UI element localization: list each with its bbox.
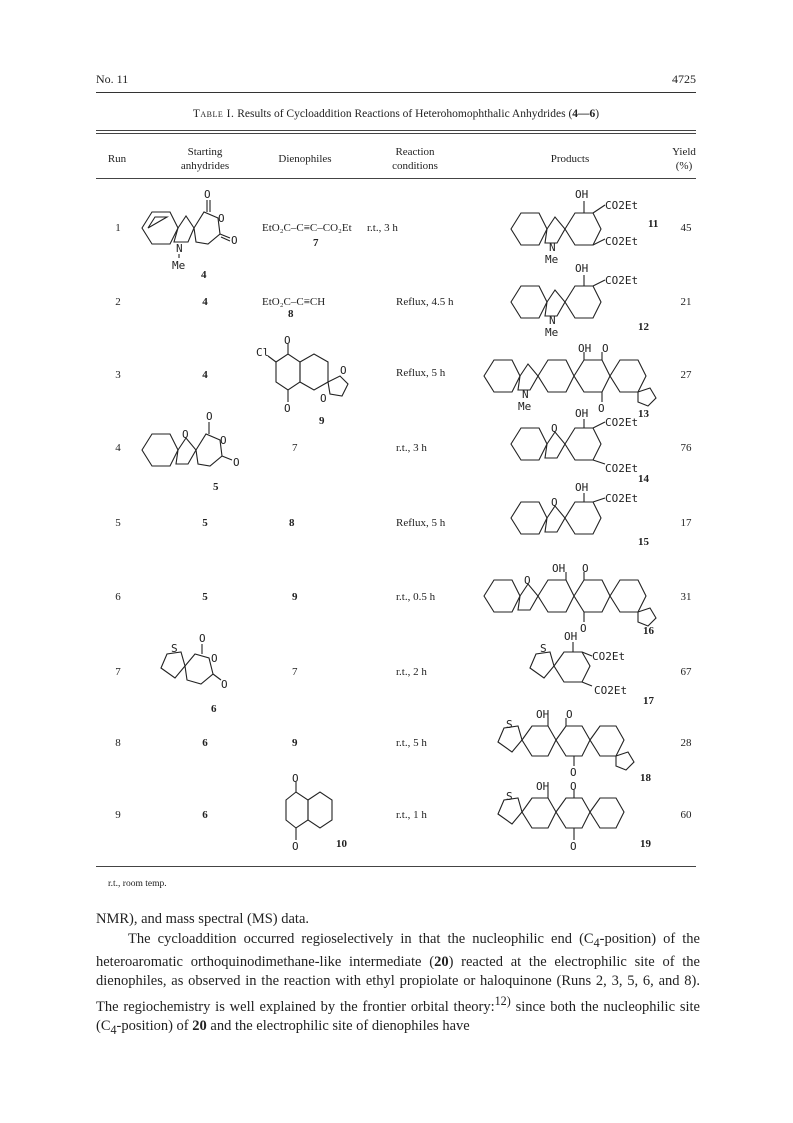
row2-yield: 21	[680, 296, 692, 308]
label-n: N	[176, 242, 183, 255]
caption-text: Results of Cycloaddition Reactions of Heterohomophthalic Anhydrides (	[237, 108, 573, 120]
label-oh: OH	[575, 188, 589, 201]
structure-anhydride-6	[155, 632, 245, 704]
label-n: N	[549, 314, 556, 327]
label-o: O	[221, 678, 228, 691]
p2-part-a: The cycloaddition occurred regioselectively in that the nucleophilic end (C	[128, 930, 594, 947]
p2-part-c: ) reacted at the electrophilic site of the dienophiles, as observed in the reaction with ethyl propiolate or haloquinone (Runs 2, 3, 5, 6, and 8). The regiochemistry is well explained by the frontier orbital theory:	[96, 953, 700, 1015]
structure-product-16	[478, 562, 668, 634]
row5-product: 15	[638, 536, 649, 548]
structure-product-11	[505, 187, 665, 267]
label-co2et: CO2Et	[605, 199, 639, 212]
row8-product: 18	[640, 772, 651, 784]
label-co2et: CO2Et	[605, 416, 639, 429]
paragraph-1: NMR), and mass spectral (MS) data.	[96, 911, 310, 927]
journal-number: No. 11	[96, 72, 129, 86]
caption-label: Table I.	[192, 108, 235, 120]
label-o: O	[218, 212, 225, 225]
row5-run: 5	[115, 517, 121, 529]
row3-conditions: Reflux, 5 h	[396, 367, 446, 379]
row6-product: 16	[643, 625, 654, 637]
label-co2et: CO2Et	[605, 492, 639, 505]
label-o: O	[340, 364, 347, 377]
label-s: S	[506, 790, 513, 803]
p2-part-d: since both the nucleophilic site (C	[96, 998, 700, 1035]
row2-run: 2	[115, 296, 121, 308]
p2-ref: 12)	[494, 993, 511, 1008]
p2-compound-20b: 20	[192, 1018, 207, 1035]
row1-yield: 45	[680, 222, 692, 234]
caption-range: 4—6	[572, 108, 596, 120]
row1-product: 11	[648, 218, 659, 230]
header-bottom-rule	[96, 178, 696, 179]
row1-anhydride: 4	[201, 269, 207, 281]
row5-anhydride: 5	[202, 517, 208, 529]
label-o: O	[206, 410, 213, 423]
structure-product-18	[494, 708, 644, 780]
label-o: O	[220, 434, 227, 447]
row2-conditions: Reflux, 4.5 h	[396, 296, 454, 308]
row2-dienophile-num: 8	[288, 308, 294, 320]
row9-run: 9	[115, 809, 121, 821]
p2-part-b: -position) of the heteroaromatic orthoquinodimethane-like intermediate (	[96, 930, 700, 970]
label-oh: OH	[564, 630, 578, 643]
label-o: O	[284, 402, 291, 415]
row9-yield: 60	[680, 809, 692, 821]
label-o: O	[524, 574, 531, 587]
label-o: O	[551, 422, 558, 435]
label-o: O	[598, 402, 605, 415]
col-starting-1: Starting	[187, 146, 223, 158]
table-top-rule-2	[96, 133, 696, 134]
caption-end: )	[595, 108, 600, 120]
row8-anhydride: 6	[202, 737, 208, 749]
row8-run: 8	[115, 737, 121, 749]
row7-run: 7	[115, 666, 121, 678]
p2-compound-20: 20	[434, 953, 449, 970]
structure-product-13	[478, 342, 668, 414]
row6-anhydride: 5	[202, 591, 208, 603]
row7-product: 17	[643, 695, 654, 707]
label-me: Me	[518, 400, 532, 413]
label-oh: OH	[575, 262, 589, 275]
row9-dienophile-num: 10	[336, 838, 347, 850]
label-cl: Cl	[256, 346, 270, 359]
label-o: O	[233, 456, 240, 469]
structure-product-15	[505, 481, 665, 538]
label-o: O	[602, 342, 609, 355]
col-yield	[664, 145, 704, 173]
row8-yield: 28	[680, 737, 692, 749]
label-s: S	[506, 718, 513, 731]
label-n: N	[549, 241, 556, 254]
label-o: O	[582, 562, 589, 575]
label-s: S	[171, 642, 178, 655]
row2-anhydride: 4	[202, 296, 208, 308]
structure-product-19	[494, 778, 644, 854]
col-reaction	[375, 145, 455, 173]
label-me: Me	[545, 253, 559, 266]
label-o: O	[570, 840, 577, 853]
label-co2et: CO2Et	[605, 462, 639, 475]
row4-conditions: r.t., 3 h	[396, 442, 427, 454]
structure-product-14	[505, 407, 665, 475]
col-yield-1: Yield	[672, 146, 696, 158]
row5-yield: 17	[680, 517, 692, 529]
col-reaction-2: conditions	[392, 160, 438, 172]
label-o: O	[570, 766, 577, 779]
label-o: O	[284, 334, 291, 347]
label-co2et: CO2Et	[605, 274, 639, 287]
col-starting-2: anhydrides	[180, 160, 230, 172]
row8-conditions: r.t., 5 h	[396, 737, 427, 749]
label-o: O	[182, 428, 189, 441]
label-oh: OH	[536, 708, 550, 721]
label-o: O	[580, 622, 587, 635]
label-me: Me	[172, 259, 186, 272]
label-o: O	[566, 708, 573, 721]
row3-yield: 27	[680, 369, 692, 381]
label-o: O	[570, 780, 577, 793]
label-co2et: CO2Et	[594, 684, 628, 697]
p2-sub2: 4	[110, 1023, 117, 1038]
label-o: O	[292, 772, 299, 785]
col-reaction-1: Reaction	[395, 146, 435, 158]
row3-run: 3	[115, 369, 121, 381]
table-top-rule	[96, 130, 696, 131]
structure-dienophile-9	[256, 334, 358, 416]
row9-conditions: r.t., 1 h	[396, 809, 427, 821]
label-o: O	[292, 840, 299, 853]
label-oh: OH	[578, 342, 592, 355]
p2-part-f: and the electrophilic site of dienophiles have	[206, 1018, 470, 1035]
table-bottom-rule	[96, 866, 696, 867]
row6-dienophile: 9	[292, 591, 298, 603]
col-starting	[160, 145, 250, 173]
col-run: Run	[107, 153, 127, 165]
label-co2et: CO2Et	[592, 650, 626, 663]
label-oh: OH	[552, 562, 566, 575]
label-oh: OH	[575, 481, 589, 494]
col-yield-2: (%)	[675, 160, 693, 172]
header-rule	[96, 92, 696, 93]
label-oh: OH	[575, 407, 589, 420]
label-o: O	[320, 392, 327, 405]
row7-dienophile: 7	[292, 666, 298, 678]
label-me: Me	[545, 326, 559, 339]
row8-dienophile: 9	[292, 737, 298, 749]
col-products: Products	[550, 153, 590, 165]
label-o: O	[204, 188, 211, 201]
paragraph-2	[96, 930, 700, 1041]
p2-part-e: -position) of	[116, 1018, 193, 1035]
row4-run: 4	[115, 442, 121, 454]
label-n: N	[522, 388, 529, 401]
label-o: O	[231, 234, 238, 247]
page-number: 4725	[672, 72, 696, 86]
body-text	[96, 910, 700, 1041]
structure-dienophile-10	[280, 772, 350, 854]
p2-sub: 4	[593, 935, 600, 950]
row6-yield: 31	[680, 591, 692, 603]
row7-yield: 67	[680, 666, 692, 678]
row5-dienophile: 8	[289, 517, 295, 529]
row2-product: 12	[638, 321, 649, 333]
row5-conditions: Reflux, 5 h	[396, 517, 446, 529]
label-co2et: CO2Et	[605, 235, 639, 248]
table-caption	[96, 108, 696, 120]
row1-dienophile-num: 7	[313, 237, 319, 249]
row4-product: 14	[638, 473, 649, 485]
label-oh: OH	[536, 780, 550, 793]
row9-product: 19	[640, 838, 651, 850]
row6-conditions: r.t., 0.5 h	[396, 591, 436, 603]
row1-conditions: r.t., 3 h	[367, 222, 398, 234]
label-o: O	[199, 632, 206, 645]
row3-product: 13	[638, 408, 649, 420]
row4-anhydride: 5	[213, 481, 219, 493]
row7-conditions: r.t., 2 h	[396, 666, 427, 678]
row1-run: 1	[115, 222, 121, 234]
structure-anhydride-5	[138, 412, 248, 480]
row4-dienophile: 7	[292, 442, 298, 454]
row7-anhydride: 6	[211, 703, 217, 715]
label-o: O	[211, 652, 218, 665]
row9-anhydride: 6	[202, 809, 208, 821]
structure-anhydride-4	[134, 190, 244, 270]
label-s: S	[540, 642, 547, 655]
table-footnote: r.t., room temp.	[108, 879, 167, 889]
row1-dienophile: EtO₂C–C≡C–CO₂Et	[262, 222, 352, 234]
structure-product-12	[505, 262, 665, 338]
label-o: O	[551, 496, 558, 509]
row2-dienophile: EtO₂C–C≡CH	[262, 296, 326, 308]
row6-run: 6	[115, 591, 121, 603]
row3-dienophile-num: 9	[319, 415, 325, 427]
col-dienophiles: Dienophiles	[278, 153, 332, 165]
row3-anhydride: 4	[202, 369, 208, 381]
row4-yield: 76	[680, 442, 692, 454]
